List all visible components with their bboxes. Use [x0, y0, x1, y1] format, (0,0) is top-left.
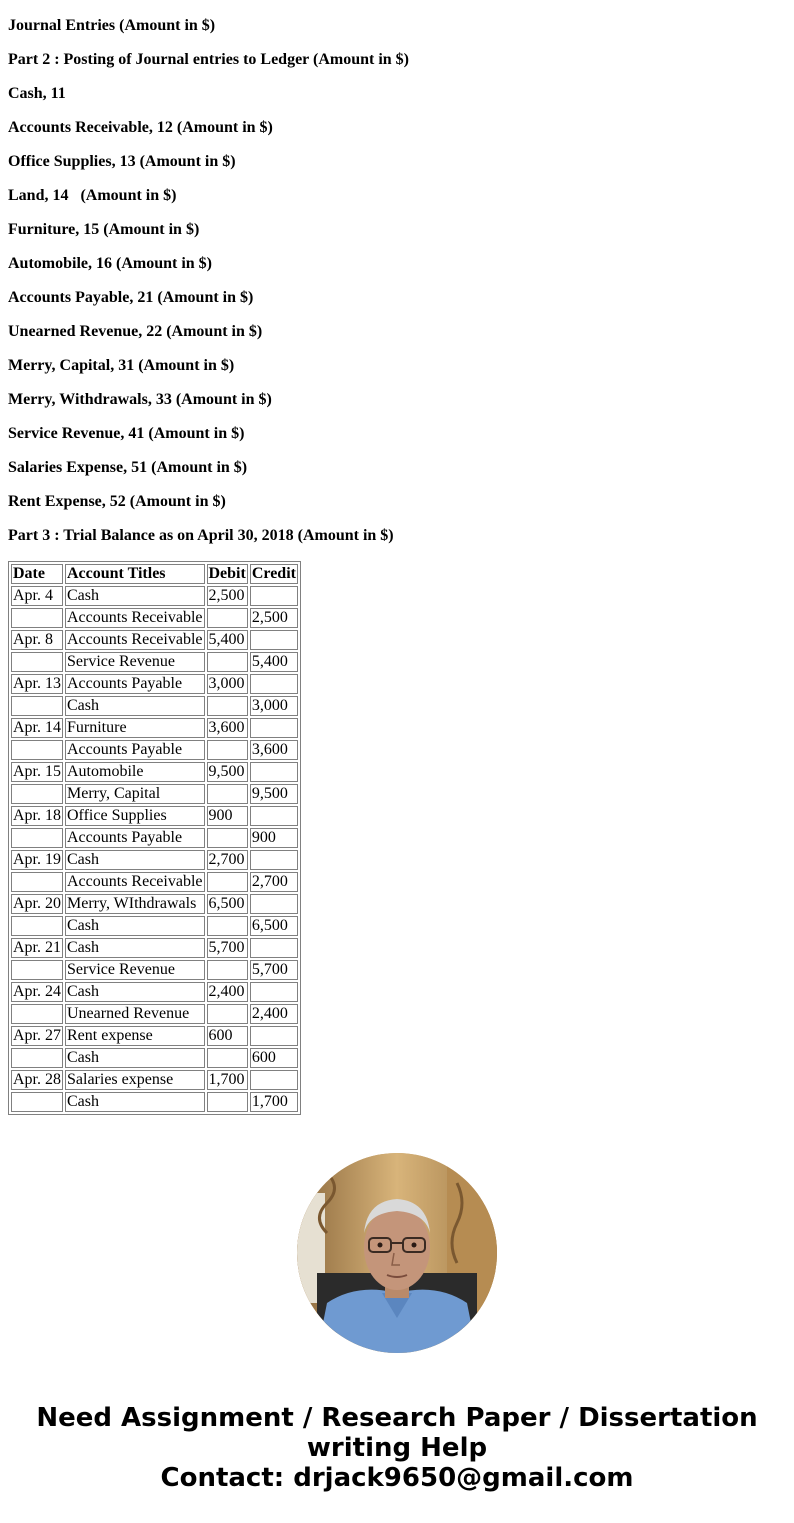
column-header-account-titles: Account Titles: [65, 564, 205, 584]
table-row: [11, 674, 298, 694]
table-row: [11, 1092, 298, 1112]
debit-cell: [207, 784, 248, 804]
salaries-expense-ledger-heading: Salaries Expense, 51 (Amount in $): [8, 459, 248, 476]
unearned-revenue-ledger-heading: Unearned Revenue, 22 (Amount in $): [8, 323, 263, 340]
debit-cell: [207, 828, 248, 848]
credit-cell: 3,600: [250, 740, 298, 760]
date-cell: [11, 740, 63, 760]
debit-cell: 5,700: [207, 938, 248, 958]
credit-cell: 5,400: [250, 652, 298, 672]
date-cell: Apr. 15: [13, 763, 61, 780]
table-row: [11, 828, 298, 848]
date-cell: Apr. 18: [13, 807, 61, 824]
table-row: [11, 586, 298, 606]
account-title-cell: Unearned Revenue: [65, 1004, 205, 1024]
date-cell: Apr. 14: [13, 719, 61, 736]
table-row: [11, 982, 298, 1002]
account-title-cell: Rent expense: [65, 1026, 205, 1046]
table-row: [11, 1070, 298, 1090]
table-row: [11, 960, 298, 980]
debit-cell: 2,400: [207, 982, 248, 1002]
table-row: [11, 630, 298, 650]
credit-cell: 600: [250, 1048, 298, 1068]
date-cell: [11, 652, 63, 672]
table-row: [11, 762, 298, 782]
credit-cell: [250, 938, 298, 958]
debit-cell: 1,700: [207, 1070, 248, 1090]
promo-line-1: Need Assignment / Research Paper / Dissertation: [36, 1403, 758, 1433]
debit-cell: 6,500: [207, 894, 248, 914]
date-cell: Apr. 13: [13, 675, 61, 692]
date-cell: [11, 828, 63, 848]
account-title-cell: Accounts Receivable: [67, 873, 203, 890]
account-title-cell: Service Revenue: [65, 960, 205, 980]
accounts-receivable-ledger-heading: Accounts Receivable, 12 (Amount in $): [8, 119, 273, 136]
account-title-cell: Accounts Payable: [65, 828, 205, 848]
table-row: [11, 894, 298, 914]
table-row: [11, 1026, 298, 1046]
account-title-cell: Automobile: [65, 762, 205, 782]
debit-cell: 5,400: [207, 630, 248, 650]
credit-cell: 9,500: [250, 784, 298, 804]
date-cell: Apr. 20: [13, 895, 61, 912]
author-avatar: [297, 1153, 497, 1353]
account-title-cell: Cash: [65, 1092, 205, 1112]
table-row: [11, 652, 298, 672]
table-row: [11, 938, 298, 958]
credit-cell: [250, 630, 298, 650]
debit-cell: 2,700: [207, 850, 248, 870]
promo-line-2: writing Help: [306, 1433, 488, 1463]
account-title-cell: Cash: [65, 916, 205, 936]
date-cell: [11, 696, 63, 716]
date-cell: [11, 872, 63, 892]
credit-cell: 2,700: [250, 872, 298, 892]
date-cell: Apr. 28: [13, 1071, 61, 1088]
debit-cell: [207, 608, 248, 628]
credit-cell: 2,400: [250, 1004, 298, 1024]
date-cell: Apr. 27: [13, 1027, 61, 1044]
part3-heading: Part 3 : Trial Balance as on April 30, 2018 (Amount in $): [8, 527, 394, 544]
date-cell: [11, 1048, 63, 1068]
date-cell: Apr. 24: [13, 983, 61, 1000]
account-title-cell: Merry, Capital: [65, 784, 205, 804]
credit-cell: [250, 894, 298, 914]
account-title-cell: Merry, WIthdrawals: [65, 894, 205, 914]
debit-cell: 3,600: [207, 718, 248, 738]
account-title-cell: Accounts Payable: [65, 674, 205, 694]
service-revenue-ledger-heading: Service Revenue, 41 (Amount in $): [8, 425, 245, 442]
author-portrait-image: [297, 1153, 497, 1353]
table-row: [11, 1004, 298, 1024]
account-title-cell: Accounts Receivable: [67, 609, 203, 626]
furniture-ledger-heading: Furniture, 15 (Amount in $): [8, 221, 200, 238]
table-row: [11, 608, 298, 628]
capital-ledger-heading: Merry, Capital, 31 (Amount in $): [8, 357, 235, 374]
account-title-cell: Service Revenue: [65, 652, 205, 672]
credit-cell: [250, 1070, 298, 1090]
account-title-cell: Cash: [65, 982, 205, 1002]
credit-cell: 3,000: [250, 696, 298, 716]
credit-cell: [250, 982, 298, 1002]
debit-cell: [207, 652, 248, 672]
debit-cell: [207, 1048, 248, 1068]
automobile-ledger-heading: Automobile, 16 (Amount in $): [8, 255, 213, 272]
account-title-cell: Cash: [65, 586, 205, 606]
credit-cell: [250, 586, 298, 606]
account-title-cell: Furniture: [65, 718, 205, 738]
debit-cell: [207, 696, 248, 716]
credit-cell: [250, 806, 298, 826]
debit-cell: [207, 1092, 248, 1112]
account-title-cell: Cash: [65, 938, 205, 958]
date-cell: [11, 608, 63, 628]
date-cell: [11, 784, 63, 804]
account-title-cell: Cash: [65, 696, 205, 716]
table-header-row: [11, 564, 298, 584]
rent-expense-ledger-heading: Rent Expense, 52 (Amount in $): [8, 493, 226, 510]
column-header-date: Date: [11, 564, 63, 584]
debit-cell: 3,000: [207, 674, 248, 694]
account-title-cell: Accounts Payable: [65, 740, 205, 760]
office-supplies-ledger-heading: Office Supplies, 13 (Amount in $): [8, 153, 236, 170]
table-row: [11, 740, 298, 760]
debit-cell: 600: [207, 1026, 248, 1046]
column-header-debit: Debit: [208, 565, 246, 582]
debit-cell: [207, 740, 248, 760]
debit-cell: [207, 1004, 248, 1024]
date-cell: [11, 960, 63, 980]
withdrawals-ledger-heading: Merry, Withdrawals, 33 (Amount in $): [8, 391, 272, 408]
date-cell: Apr. 21: [13, 939, 61, 956]
table-row: [11, 696, 298, 716]
debit-cell: [207, 872, 248, 892]
promo-banner: [0, 1403, 794, 1493]
debit-cell: 2,500: [207, 586, 248, 606]
land-ledger-heading: Land, 14 (Amount in $): [8, 187, 177, 204]
table-row: [11, 872, 298, 892]
credit-cell: 900: [250, 828, 298, 848]
part2-heading: Part 2 : Posting of Journal entries to Ledger (Amount in $): [8, 51, 409, 68]
date-cell: Apr. 8: [11, 630, 63, 650]
table-row: [11, 784, 298, 804]
credit-cell: [250, 674, 298, 694]
account-title-cell: Salaries expense: [65, 1070, 205, 1090]
debit-cell: 9,500: [207, 762, 248, 782]
date-cell: [11, 916, 63, 936]
credit-cell: 2,500: [250, 608, 298, 628]
accounts-payable-ledger-heading: Accounts Payable, 21 (Amount in $): [8, 289, 254, 306]
journal-entries-heading: Journal Entries (Amount in $): [8, 17, 216, 34]
credit-cell: 6,500: [250, 916, 298, 936]
cash-ledger-heading: Cash, 11: [8, 85, 66, 102]
date-cell: Apr. 19: [13, 851, 61, 868]
promo-contact-line: Contact: drjack9650@gmail.com: [160, 1463, 634, 1493]
debit-cell: [207, 916, 248, 936]
date-cell: Apr. 4: [11, 586, 63, 606]
date-cell: [11, 1004, 63, 1024]
table-row: [11, 718, 298, 738]
table-row: [11, 1048, 298, 1068]
column-header-credit: Credit: [251, 565, 296, 582]
debit-cell: 900: [207, 806, 248, 826]
credit-cell: [250, 850, 298, 870]
account-title-cell: Cash: [65, 850, 205, 870]
journal-table: [8, 561, 301, 1115]
table-row: [11, 806, 298, 826]
credit-cell: [250, 1026, 298, 1046]
account-title-cell: Office Supplies: [65, 806, 205, 826]
credit-cell: 1,700: [250, 1092, 298, 1112]
account-title-cell: Accounts Receivable: [67, 631, 203, 648]
date-cell: [11, 1092, 63, 1112]
table-row: [11, 850, 298, 870]
journal-table-body: [11, 586, 298, 1112]
credit-cell: [250, 718, 298, 738]
table-row: [11, 916, 298, 936]
account-title-cell: Cash: [65, 1048, 205, 1068]
debit-cell: [207, 960, 248, 980]
credit-cell: [250, 762, 298, 782]
credit-cell: 5,700: [250, 960, 298, 980]
